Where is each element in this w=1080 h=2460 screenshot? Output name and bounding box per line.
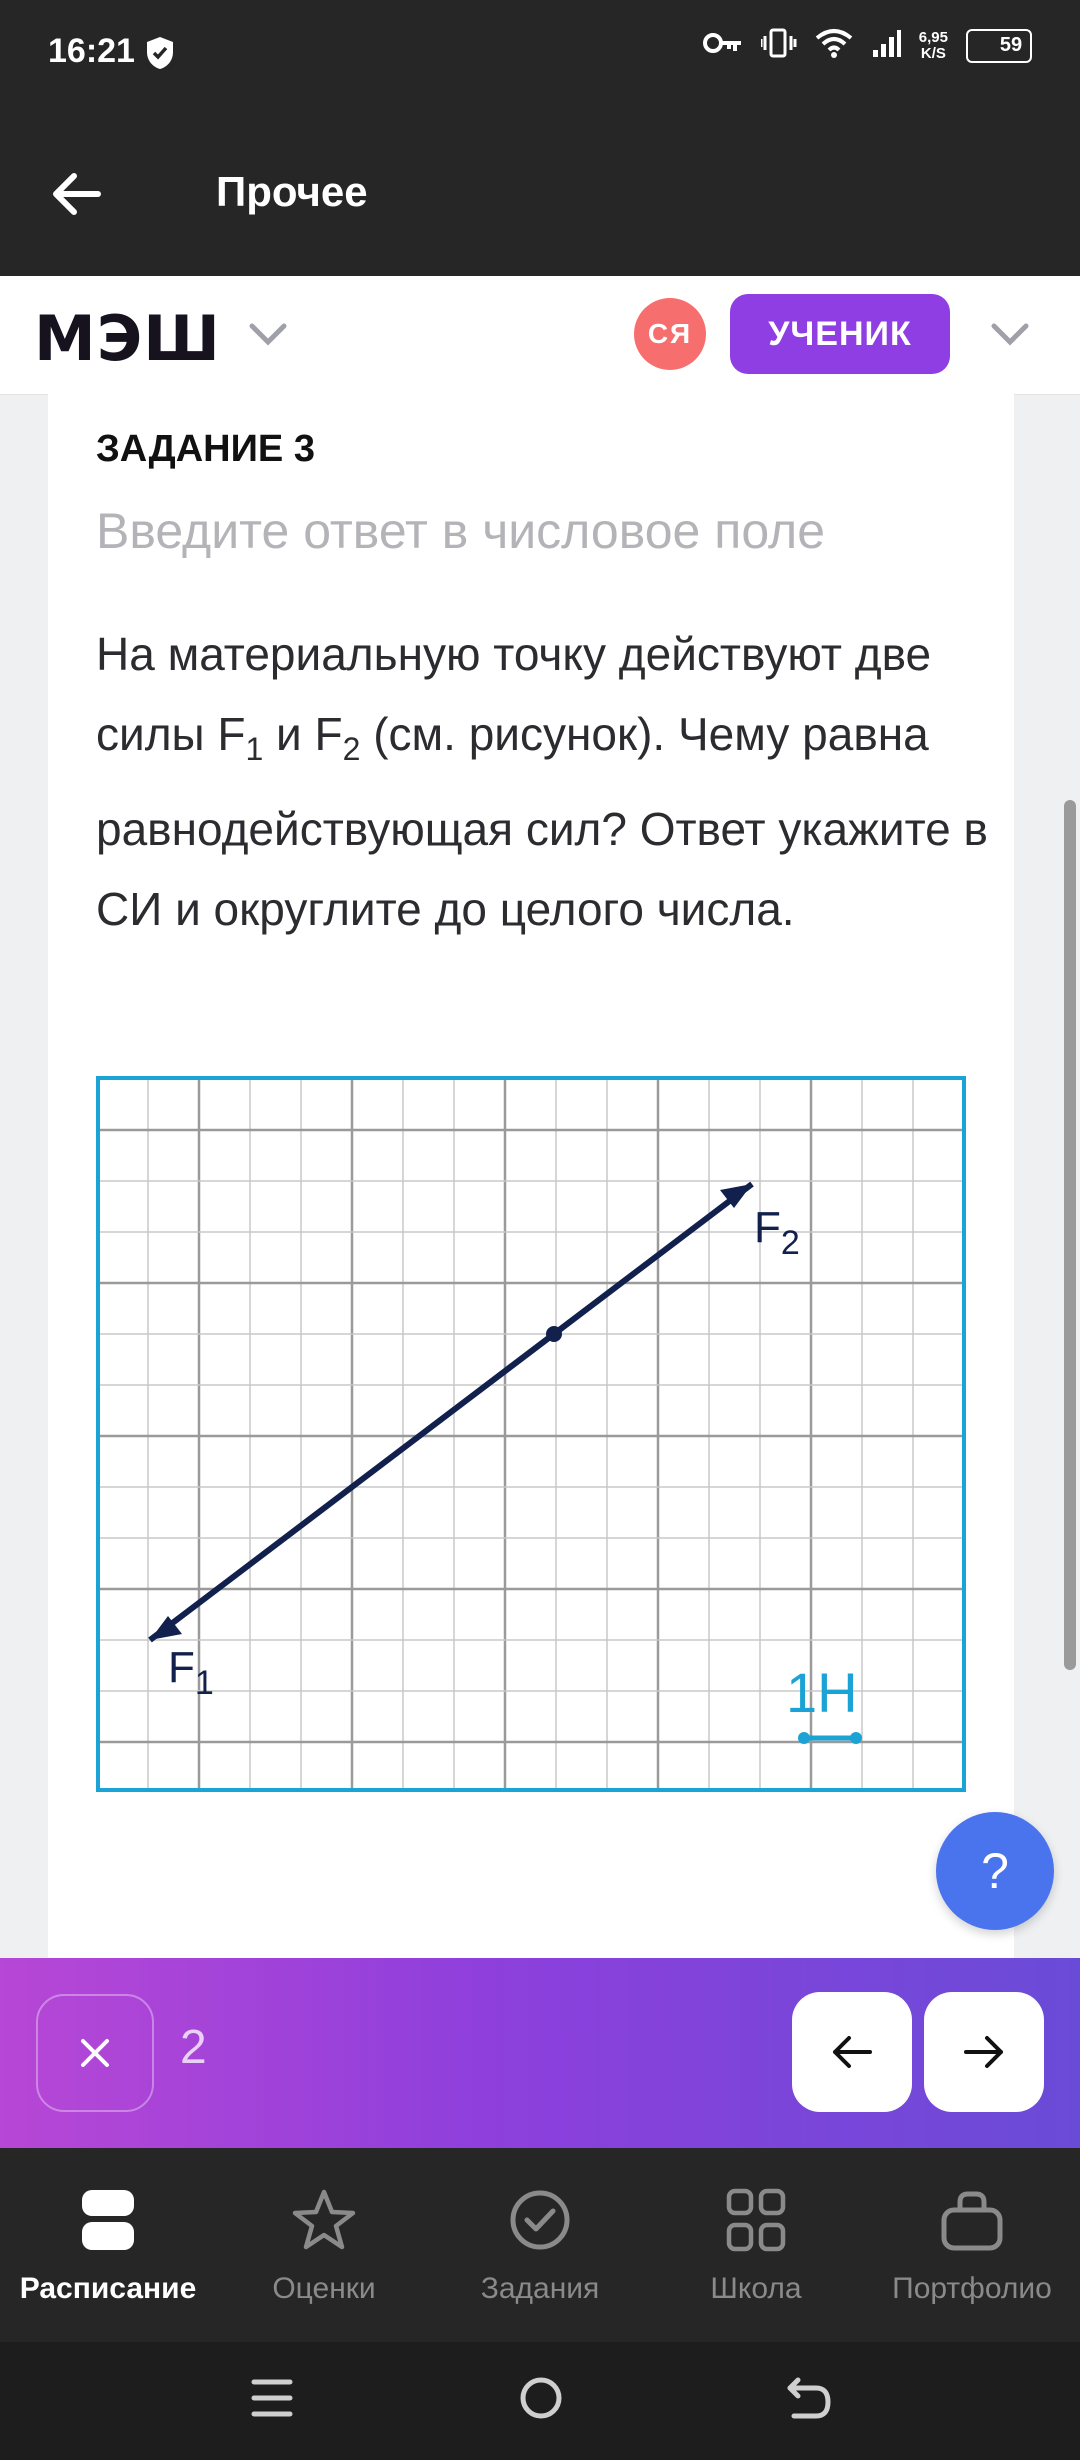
nav-label: Оценки xyxy=(272,2272,376,2305)
scrollbar-thumb[interactable] xyxy=(1064,800,1076,1670)
status-time: 16:21 xyxy=(48,32,135,70)
briefcase-icon xyxy=(864,2188,1080,2264)
net-speed xyxy=(919,30,948,62)
role-badge[interactable]: УЧЕНИК xyxy=(730,294,950,374)
nav-item-grades[interactable] xyxy=(216,2188,432,2306)
nav-item-schedule[interactable] xyxy=(0,2188,216,2306)
bottom-nav xyxy=(0,2148,1080,2342)
net-speed-value: 6,95 xyxy=(918,28,948,46)
task-hint: Введите ответ в числовое поле xyxy=(96,503,826,559)
shield-icon xyxy=(145,36,175,75)
nav-item-school[interactable] xyxy=(648,2188,864,2306)
close-icon xyxy=(77,2035,113,2071)
page-title: Прочее xyxy=(216,168,368,215)
key-icon xyxy=(703,31,743,60)
battery-level: 59 xyxy=(999,34,1023,56)
schedule-icon xyxy=(0,2188,216,2264)
task-text-part: (см. рисунок). Чему равна равнодействующая сил? Ответ укажите в СИ и округлите до целого числа. xyxy=(96,708,988,935)
force-diagram xyxy=(96,1076,966,1792)
recents-icon[interactable] xyxy=(250,2374,294,2427)
question-icon: ? xyxy=(981,1843,1009,1899)
signal-icon xyxy=(871,28,901,63)
nav-label: Портфолио xyxy=(892,2272,1052,2305)
task-card xyxy=(48,394,1014,1960)
home-icon[interactable] xyxy=(518,2374,564,2427)
nav-item-tasks[interactable] xyxy=(432,2188,648,2306)
avatar[interactable]: СЯ xyxy=(634,298,706,370)
label-f2: $F_2$ xyxy=(754,1203,800,1262)
back-icon[interactable] xyxy=(786,2374,832,2427)
nav-label: Расписание xyxy=(19,2272,197,2305)
wifi-icon xyxy=(815,28,853,63)
answer-input[interactable]: 2 xyxy=(180,2021,207,2074)
check-circle-icon xyxy=(432,2188,648,2264)
task-text xyxy=(96,614,996,949)
answer-bar xyxy=(0,1958,1080,2148)
chevron-down-icon[interactable] xyxy=(248,322,288,351)
material-point xyxy=(546,1326,562,1342)
nav-label: Задания xyxy=(480,2272,600,2305)
status-bar xyxy=(0,0,1080,110)
status-icons xyxy=(703,28,1032,63)
next-task-button[interactable] xyxy=(924,1992,1044,2112)
task-title: ЗАДАНИЕ 3 xyxy=(96,428,315,470)
chevron-down-icon[interactable] xyxy=(990,322,1030,351)
grid-icon xyxy=(648,2188,864,2264)
arrow-right-icon xyxy=(962,2034,1006,2070)
star-icon xyxy=(216,2188,432,2264)
subscript: 1 xyxy=(245,731,264,767)
net-speed-unit: K/S xyxy=(920,44,946,62)
previous-task-button[interactable] xyxy=(792,1992,912,2112)
system-nav-bar xyxy=(0,2342,1080,2460)
back-arrow-icon[interactable] xyxy=(46,164,106,224)
battery-icon xyxy=(966,29,1032,63)
arrow-left-icon xyxy=(830,2034,874,2070)
clear-answer-button[interactable] xyxy=(36,1994,154,2112)
task-text-part: На материальную точку действуют две силы F xyxy=(96,628,932,760)
help-button[interactable] xyxy=(936,1812,1054,1930)
mesh-logo[interactable]: МЭШ xyxy=(34,302,221,375)
nav-item-portfolio[interactable] xyxy=(864,2188,1080,2306)
task-text-part: и F xyxy=(263,708,343,760)
vibrate-icon xyxy=(761,28,797,63)
subscript: 2 xyxy=(342,731,361,767)
app-header xyxy=(0,276,1080,395)
nav-label: Школа xyxy=(710,2272,802,2305)
app-bar xyxy=(0,110,1080,276)
scale-label: 1H xyxy=(786,1661,858,1724)
label-f1: $F_1$ xyxy=(168,1643,214,1702)
